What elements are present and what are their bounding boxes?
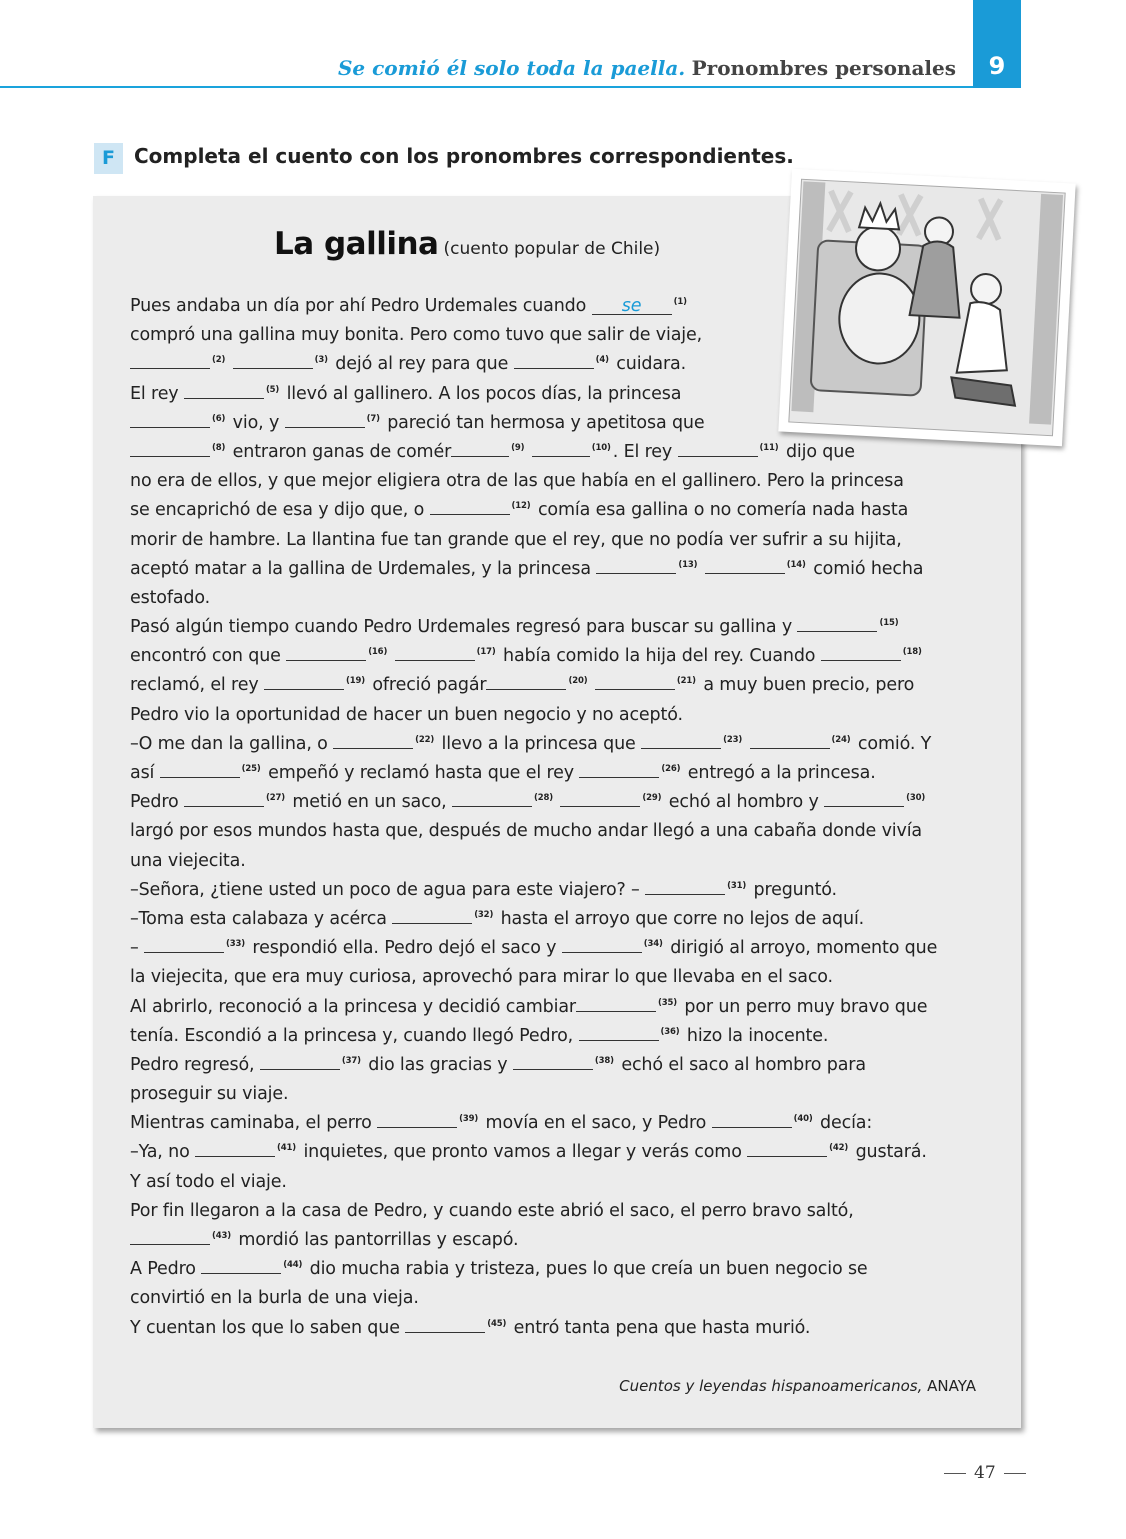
story-line: reclamó, el rey $^{(19)}$ ofreció pagár $^{(20)}$ $^{(21)}$ a muy buen precio, pero: [130, 675, 915, 696]
blank-44[interactable]: [201, 1258, 281, 1274]
story-line: A Pedro $^{(44)}$ dio mucha rabia y tristeza, pues lo que creía un buen negocio se: [130, 1259, 868, 1280]
blank-12[interactable]: [430, 499, 510, 515]
blank-35[interactable]: [576, 996, 656, 1012]
header-title-topic: Pronombres personales: [691, 56, 956, 80]
page-number-dash-right: [1004, 1473, 1026, 1474]
blank-42[interactable]: [747, 1141, 827, 1157]
blank-7[interactable]: [285, 412, 365, 428]
story-line: El rey $^{(5)}$ llevó al gallinero. A los pocos días, la princesa: [130, 383, 682, 404]
blank-39[interactable]: [377, 1112, 457, 1128]
exercise-letter: F: [94, 143, 123, 174]
blank-21[interactable]: [595, 674, 675, 690]
story-line: una viejecita.: [130, 850, 246, 871]
story-line: $^{(6)}$ vio, y $^{(7)}$ pareció tan hermosa y apetitosa que: [130, 409, 937, 438]
story-line: –O me dan la gallina, o $^{(22)}$ llevo a la princesa que $^{(23)}$ $^{(24)}$ comió. Y: [130, 733, 932, 754]
story-line: encontró con que $^{(16)}$ $^{(17)}$ había comido la hija del rey. Cuando $^{(18)}$: [130, 646, 922, 667]
blank-25[interactable]: [160, 762, 240, 778]
page-header-title: [338, 56, 956, 80]
story-title-subtitle: (cuento popular de Chile): [443, 239, 661, 259]
story-line: Pedro vio la oportunidad de hacer un buen negocio y no aceptó.: [130, 704, 683, 725]
story-line: tenía. Escondió a la princesa y, cuando llegó Pedro, $^{(36)}$ hizo la inocente.: [130, 1025, 829, 1046]
blank-36[interactable]: [579, 1025, 659, 1041]
blank-23[interactable]: [641, 733, 721, 749]
story-line: no era de ellos, y que mejor eligiera otra de las que había en el gallinero. Pero la princesa: [130, 471, 904, 492]
blank-5[interactable]: [184, 383, 264, 399]
blank-16[interactable]: [286, 645, 366, 661]
story-line: –Toma esta calabaza y acérca $^{(32)}$ hasta el arroyo que corre no lejos de aquí.: [130, 908, 865, 929]
source-title: Cuentos y leyendas hispanoamericanos,: [619, 1377, 923, 1395]
story-source: [619, 1377, 976, 1395]
blank-2[interactable]: [130, 353, 210, 369]
blank-6[interactable]: [130, 412, 210, 428]
story-line: aceptó matar a la gallina de Urdemales, y la princesa $^{(13)}$ $^{(14)}$ comió hecha: [130, 558, 924, 579]
blank-34[interactable]: [562, 937, 642, 953]
blank-43[interactable]: [130, 1229, 210, 1245]
story-title: [274, 226, 660, 262]
blank-15[interactable]: [797, 616, 877, 632]
story-line: morir de hambre. La llantina fue tan grande que el rey, que no podía ver sufrir a su hijita,: [130, 529, 902, 550]
story-line: Por fin llegaron a la casa de Pedro, y cuando este abrió el saco, el perro bravo saltó,: [130, 1200, 854, 1221]
blank-11[interactable]: [678, 441, 758, 457]
blank-29[interactable]: [560, 791, 640, 807]
blank-28[interactable]: [452, 791, 532, 807]
blank-14[interactable]: [705, 558, 785, 574]
story-line: Pedro $^{(27)}$ metió en un saco, $^{(28)}$ $^{(29)}$ echó al hombro y $^{(30)}$: [130, 792, 926, 813]
story-line: –Ya, no $^{(41)}$ inquietes, que pronto vamos a llegar y verás como $^{(42)}$ gustará.: [130, 1142, 927, 1163]
blank-4[interactable]: [514, 353, 594, 369]
story-line: $^{(43)}$ mordió las pantorrillas y escapó.: [130, 1226, 937, 1255]
blank-37[interactable]: [260, 1054, 340, 1070]
blank-27[interactable]: [184, 791, 264, 807]
story-line: Pasó algún tiempo cuando Pedro Urdemales regresó para buscar su gallina y $^{(15)}$: [130, 617, 899, 638]
blank-3[interactable]: [233, 353, 313, 369]
story-title-main: La gallina: [274, 226, 439, 262]
story-line: se encaprichó de esa y dijo que, o $^{(12)}$ comía esa gallina o no comería nada hasta: [130, 500, 909, 521]
story-line: largó por esos mundos hasta que, después de mucho andar llegó a una cabaña donde vivía: [130, 821, 922, 842]
blank-33[interactable]: [144, 937, 224, 953]
blank-17[interactable]: [395, 645, 475, 661]
blank-26[interactable]: [579, 762, 659, 778]
blank-20[interactable]: [486, 674, 566, 690]
exercise-instruction: Completa el cuento con los pronombres correspondientes.: [134, 144, 794, 168]
story-line: $^{(8)}$ entraron ganas de comér $^{(9)}$ $^{(10)}$ . El rey $^{(11)}$ dijo que: [130, 438, 937, 467]
story-line: la viejecita, que era muy curiosa, aprovechó para mirar lo que llevaba en el saco.: [130, 967, 833, 988]
blank-40[interactable]: [712, 1112, 792, 1128]
story-line: Mientras caminaba, el perro $^{(39)}$ movía en el saco, y Pedro $^{(40)}$ decía:: [130, 1113, 873, 1134]
page-number-value: 47: [974, 1463, 996, 1483]
blank-32[interactable]: [392, 908, 472, 924]
blank-8[interactable]: [130, 441, 210, 457]
blank-22[interactable]: [333, 733, 413, 749]
story-line: Y así todo el viaje.: [130, 1171, 287, 1192]
header-rule: [0, 86, 1021, 88]
blank-13[interactable]: [596, 558, 676, 574]
story-line: $^{(2)}$ $^{(3)}$ dejó al rey para que $^{(4)}$ cuidara.: [130, 350, 937, 379]
story-line: –Señora, ¿tiene usted un poco de agua para este viajero? – $^{(31)}$ preguntó.: [130, 879, 837, 900]
blank-45[interactable]: [405, 1317, 485, 1333]
blank-1[interactable]: se: [592, 299, 672, 315]
story-line: Al abrirlo, reconoció a la princesa y decidió cambiar $^{(35)}$ por un perro muy bravo que: [130, 996, 928, 1017]
blank-18[interactable]: [821, 645, 901, 661]
story-line: Y cuentan los que lo saben que $^{(45)}$ entró tanta pena que hasta murió.: [130, 1317, 811, 1338]
page-number-dash-left: [944, 1473, 966, 1474]
blank-9[interactable]: [451, 441, 509, 457]
story-line: Pedro regresó, $^{(37)}$ dio las gracias y $^{(38)}$ echó el saco al hombro para: [130, 1054, 866, 1075]
page-number: [936, 1463, 1034, 1483]
blank-41[interactable]: [195, 1141, 275, 1157]
story-line: – $^{(33)}$ respondió ella. Pedro dejó el saco y $^{(34)}$ dirigió al arroyo, momento que: [130, 938, 938, 959]
story-line: así $^{(25)}$ empeñó y reclamó hasta que el rey $^{(26)}$ entregó a la princesa.: [130, 763, 876, 783]
blank-38[interactable]: [513, 1054, 593, 1070]
blank-24[interactable]: [750, 733, 830, 749]
source-publisher: ANAYA: [927, 1377, 976, 1395]
story-line: Pues andaba un día por ahí Pedro Urdemales cuando se $^{(1)}$: [130, 296, 687, 316]
header-title-italic: Se comió él solo toda la paella.: [337, 56, 686, 80]
blank-30[interactable]: [824, 791, 904, 807]
unit-number-tab: 9: [973, 0, 1021, 88]
blank-10[interactable]: [532, 441, 590, 457]
story-line: estofado.: [130, 587, 211, 608]
story-line: convirtió en la burla de una vieja.: [130, 1288, 419, 1309]
blank-19[interactable]: [264, 674, 344, 690]
story-line: proseguir su viaje.: [130, 1084, 289, 1105]
blank-31[interactable]: [645, 879, 725, 895]
story-line: compró una gallina muy bonita. Pero como tuvo que salir de viaje,: [130, 325, 703, 346]
story-text: [130, 292, 937, 1343]
